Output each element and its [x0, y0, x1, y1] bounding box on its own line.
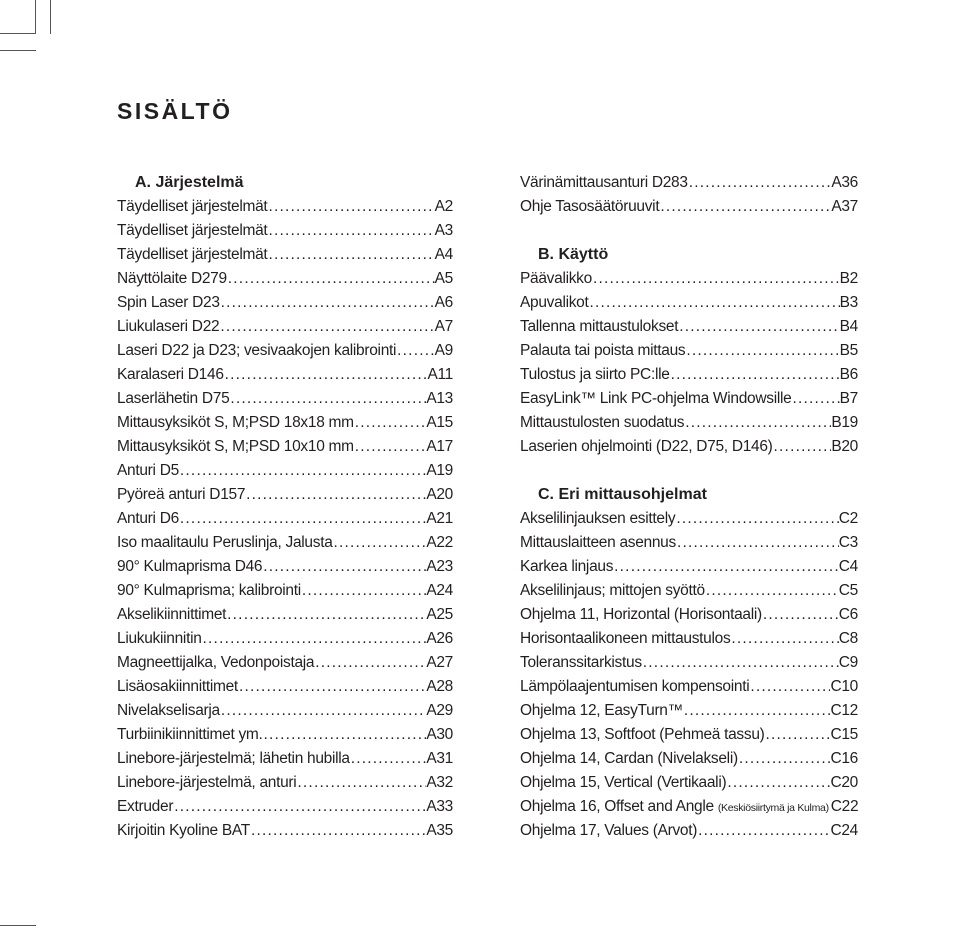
toc-entry — [117, 459, 453, 483]
toc-entry-page-number: A32 — [426, 774, 453, 791]
crop-mark-top-vertical-1 — [35, 0, 36, 34]
toc-entry-page-number: A36 — [831, 174, 858, 191]
toc-entry-list-c — [520, 507, 858, 843]
toc-entry-page-number: C8 — [838, 630, 858, 647]
toc-entry-page-number: C15 — [830, 726, 858, 743]
dot-leader — [726, 771, 830, 795]
toc-entry-label — [520, 579, 705, 603]
toc-entry-label — [117, 459, 179, 483]
toc-entry-label-text: Karalaseri D146 — [117, 366, 224, 383]
toc-entry-list-b — [520, 267, 858, 459]
toc-entry-label-text: Akselilinjauksen esittely — [520, 510, 676, 527]
toc-entry — [117, 603, 453, 627]
toc-entry-page-number: A21 — [426, 510, 453, 527]
toc-entry-label — [117, 315, 219, 339]
toc-entry-page-number: A31 — [426, 750, 453, 767]
dot-leader — [676, 531, 839, 555]
toc-entry-label-text: Lämpölaajentumisen kompensointi — [520, 678, 750, 695]
toc-entry-label — [520, 675, 749, 699]
toc-entry — [117, 579, 453, 603]
dot-leader — [267, 195, 434, 219]
toc-entry-page-number: C6 — [838, 606, 858, 623]
toc-entry-page-number: C3 — [838, 534, 858, 551]
toc-entry-label — [117, 555, 262, 579]
toc-entry — [117, 291, 453, 315]
dot-leader — [238, 675, 426, 699]
toc-entry-page-number: B4 — [839, 318, 858, 335]
toc-entry — [520, 675, 858, 699]
toc-entry-label-text: Näyttölaite D279 — [117, 270, 227, 287]
toc-entry-label-text: Palauta tai poista mittaus — [520, 342, 686, 359]
dot-leader — [227, 267, 435, 291]
toc-entry-label-text: Pyöreä anturi D157 — [117, 486, 246, 503]
toc-entry-label-text: 90° Kulmaprisma D46 — [117, 558, 263, 575]
toc-entry-label-text: Värinämittausanturi D283 — [520, 174, 688, 191]
toc-entry-page-number: A20 — [426, 486, 453, 503]
dot-leader — [659, 195, 831, 219]
toc-entry — [117, 411, 453, 435]
toc-entry — [520, 387, 858, 411]
toc-entry-label-text: Turbiinikiinnittimet ym. — [117, 726, 263, 743]
dot-leader — [592, 267, 840, 291]
toc-entry-label-text: Karkea linjaus — [520, 558, 614, 575]
toc-entry — [520, 771, 858, 795]
toc-entry-label-text: Iso maalitaulu Peruslinja, Jalusta — [117, 534, 333, 551]
dot-leader — [263, 723, 427, 747]
toc-entry-page-number: C4 — [838, 558, 858, 575]
toc-entry-label — [520, 507, 675, 531]
dot-leader — [262, 555, 426, 579]
section-gap — [520, 219, 858, 243]
toc-entry-label — [117, 675, 238, 699]
toc-entry-label-text: EasyLink™ Link PC-ohjelma Windowsille — [520, 390, 792, 407]
toc-entry — [520, 171, 858, 195]
toc-entry-page-number: A23 — [426, 558, 453, 575]
toc-entry — [520, 267, 858, 291]
dot-leader — [613, 555, 839, 579]
toc-entry-label — [117, 195, 267, 219]
toc-entry-label — [117, 267, 227, 291]
toc-entry — [117, 267, 453, 291]
toc-entry-label — [117, 699, 220, 723]
toc-entry-label-text: Mittausyksiköt S, M;PSD 10x10 mm — [117, 438, 354, 455]
toc-entry-page-number: B6 — [839, 366, 858, 383]
toc-entry — [520, 723, 858, 747]
toc-left-column — [117, 171, 453, 843]
toc-entry — [117, 219, 453, 243]
toc-entry-label — [117, 219, 267, 243]
toc-entry-label-text: Ohjelma 17, Values (Arvot) — [520, 822, 698, 839]
toc-entry-label — [117, 435, 354, 459]
dot-leader — [396, 339, 434, 363]
toc-entry-label — [117, 795, 173, 819]
toc-entry — [520, 291, 858, 315]
section-gap — [520, 459, 858, 483]
toc-entry-label — [520, 627, 730, 651]
crop-mark-top-horizontal — [0, 33, 36, 34]
dot-leader — [705, 579, 839, 603]
toc-entry — [520, 603, 858, 627]
toc-entry-label — [117, 387, 229, 411]
toc-entry-label-text: Täydelliset järjestelmät — [117, 222, 268, 239]
toc-entry-label — [117, 483, 245, 507]
dot-leader — [683, 699, 831, 723]
toc-entry-page-number: C10 — [830, 678, 858, 695]
toc-entry-page-number: A17 — [426, 438, 453, 455]
toc-entry-label — [117, 723, 263, 747]
dot-leader — [250, 819, 426, 843]
toc-entry-page-number: A9 — [434, 342, 453, 359]
toc-entry — [117, 747, 453, 771]
dot-leader — [226, 603, 426, 627]
toc-entry-page-number: A24 — [426, 582, 453, 599]
toc-entry-label — [520, 651, 642, 675]
toc-entry-label — [520, 435, 773, 459]
toc-entry-label-text: Horisontaalikoneen mittaustulos — [520, 630, 731, 647]
dot-leader — [688, 171, 832, 195]
toc-entry-label-text: Akselikiinnittimet — [117, 606, 227, 623]
toc-entry-label — [117, 339, 396, 363]
dot-leader — [730, 627, 838, 651]
toc-entry — [520, 315, 858, 339]
toc-entry — [117, 483, 453, 507]
toc-entry-label — [117, 363, 224, 387]
toc-entry-label-text: Ohjelma 12, EasyTurn™ — [520, 702, 683, 719]
toc-entry-page-number: A29 — [426, 702, 453, 719]
toc-entry-label — [520, 699, 683, 723]
toc-entry-page-number: A19 — [426, 462, 453, 479]
dot-leader — [697, 819, 830, 843]
toc-entry-page-number: A35 — [426, 822, 453, 839]
toc-entry — [520, 579, 858, 603]
toc-entry-label — [117, 771, 296, 795]
crop-mark-top-short — [0, 50, 36, 51]
toc-entry — [117, 627, 453, 651]
toc-entry-page-number: A28 — [426, 678, 453, 695]
dot-leader — [765, 723, 831, 747]
toc-entry-label-text: Tulostus ja siirto PC:lle — [520, 366, 670, 383]
toc-entry — [520, 435, 858, 459]
toc-entry — [520, 507, 858, 531]
dot-leader — [773, 435, 832, 459]
toc-entry-label — [117, 291, 220, 315]
dot-leader — [675, 507, 838, 531]
toc-entry-page-number: A25 — [426, 606, 453, 623]
toc-entry-page-number: A33 — [426, 798, 453, 815]
toc-entry-label-text: Laserien ohjelmointi (D22, D75, D146) — [520, 438, 773, 455]
dot-leader — [267, 219, 434, 243]
toc-entry-label — [117, 819, 250, 843]
toc-entry-page-number: C24 — [830, 822, 858, 839]
toc-entry-page-number: A7 — [434, 318, 453, 335]
toc-entry-label-note: (Keskiösiirtymä ja Kulma) — [717, 802, 829, 814]
toc-entry-label-text: Lisäosakiinnittimet — [117, 678, 238, 695]
toc-entry — [117, 507, 453, 531]
toc-entry-label-text: Päävalikko — [520, 270, 592, 287]
toc-entry-label — [117, 651, 314, 675]
dot-leader — [245, 483, 426, 507]
toc-entry-label — [520, 315, 678, 339]
toc-entry-label — [520, 363, 670, 387]
toc-entry-label — [117, 507, 179, 531]
toc-entry-page-number: A5 — [434, 270, 453, 287]
toc-entry-label — [520, 723, 765, 747]
toc-entry-label-text: Täydelliset järjestelmät — [117, 198, 268, 215]
toc-entry-label — [117, 243, 267, 267]
toc-entry-label-text: Ohjelma 14, Cardan (Nivelakseli) — [520, 750, 738, 767]
toc-entry-label — [117, 579, 301, 603]
toc-entry-label — [117, 411, 354, 435]
toc-entry — [117, 435, 453, 459]
dot-leader — [314, 651, 426, 675]
toc-entry — [520, 651, 858, 675]
toc-entry — [117, 363, 453, 387]
dot-leader — [267, 243, 434, 267]
toc-entry-label — [520, 555, 613, 579]
dot-leader — [220, 699, 426, 723]
dot-leader — [642, 651, 839, 675]
toc-entry-label — [520, 195, 659, 219]
toc-entry-page-number: B2 — [839, 270, 858, 287]
toc-entry-label-text: Liukukiinnitin — [117, 630, 202, 647]
toc-entry — [520, 627, 858, 651]
toc-entry-label-text: Anturi D5 — [117, 462, 179, 479]
dot-leader — [224, 363, 428, 387]
dot-leader — [220, 291, 435, 315]
toc-entry-page-number: B5 — [839, 342, 858, 359]
toc-entry — [520, 819, 858, 843]
toc-entry-page-number: B3 — [839, 294, 858, 311]
dot-leader — [179, 507, 426, 531]
dot-leader — [678, 315, 839, 339]
toc-entry-page-number: A15 — [426, 414, 453, 431]
dot-leader — [179, 459, 426, 483]
toc-entry — [117, 675, 453, 699]
toc-entry — [117, 315, 453, 339]
dot-leader — [296, 771, 426, 795]
toc-entry-label-text: 90° Kulmaprisma; kalibrointi — [117, 582, 301, 599]
toc-entry-label-text: Liukulaseri D22 — [117, 318, 220, 335]
page-title: SISÄLTÖ — [117, 98, 233, 124]
toc-entry-page-number: A13 — [426, 390, 453, 407]
crop-mark-bottom — [0, 925, 36, 926]
toc-entry-label-text: Mittausyksiköt S, M;PSD 18x18 mm — [117, 414, 354, 431]
toc-entry-label — [520, 267, 592, 291]
dot-leader — [333, 531, 427, 555]
toc-entry — [117, 795, 453, 819]
toc-entry-label-text: Anturi D6 — [117, 510, 179, 527]
toc-entry-label — [520, 603, 762, 627]
toc-entry-label-text: Tallenna mittaustulokset — [520, 318, 679, 335]
toc-entry-page-number: B7 — [839, 390, 858, 407]
toc-entry-label-text: Extruder — [117, 798, 174, 815]
toc-entry-label — [117, 747, 350, 771]
toc-entry — [520, 363, 858, 387]
dot-leader — [791, 387, 839, 411]
dot-leader — [684, 411, 831, 435]
toc-entry — [520, 339, 858, 363]
toc-entry-label — [117, 531, 333, 555]
toc-entry-label-text: Akselilinjaus; mittojen syöttö — [520, 582, 705, 599]
dot-leader — [589, 291, 840, 315]
toc-entry-label-text: Mittaustulosten suodatus — [520, 414, 685, 431]
toc-entry-label-text: Täydelliset järjestelmät — [117, 246, 268, 263]
toc-entry-label-text: Laserlähetin D75 — [117, 390, 230, 407]
toc-entry-page-number: A27 — [426, 654, 453, 671]
toc-entry-label — [520, 531, 676, 555]
toc-entry-page-number: C20 — [830, 774, 858, 791]
dot-leader — [670, 363, 840, 387]
toc-entry — [117, 771, 453, 795]
toc-entry-label — [520, 387, 791, 411]
toc-entry — [117, 555, 453, 579]
toc-entry-label — [520, 339, 685, 363]
toc-entry-label-text: Spin Laser D23 — [117, 294, 220, 311]
toc-entry-label — [520, 771, 726, 795]
toc-entry-page-number: A2 — [434, 198, 453, 215]
dot-leader — [202, 627, 427, 651]
toc-entry — [520, 195, 858, 219]
toc-entry-label — [520, 171, 688, 195]
toc-entry-page-number: C2 — [838, 510, 858, 527]
toc-entry-page-number: A26 — [426, 630, 453, 647]
toc-entry-page-number: C16 — [830, 750, 858, 767]
dot-leader — [301, 579, 426, 603]
dot-leader — [738, 747, 831, 771]
toc-entry-label-text: Ohjelma 15, Vertical (Vertikaali) — [520, 774, 727, 791]
toc-entry — [520, 411, 858, 435]
toc-entry-label-text: Mittauslaitteen asennus — [520, 534, 676, 551]
toc-entry-page-number: A22 — [426, 534, 453, 551]
toc-right-column — [520, 171, 858, 843]
toc-entry — [117, 195, 453, 219]
toc-entry-label-text: Linebore-järjestelmä, anturi — [117, 774, 297, 791]
toc-entry — [117, 243, 453, 267]
toc-entry-label — [520, 747, 738, 771]
toc-entry — [117, 699, 453, 723]
toc-entry-label-text: Ohjelma 11, Horizontal (Horisontaali) — [520, 606, 762, 623]
dot-leader — [350, 747, 427, 771]
toc-entry-page-number: B19 — [831, 414, 858, 431]
dot-leader — [354, 411, 427, 435]
dot-leader — [354, 435, 427, 459]
dot-leader — [762, 603, 839, 627]
toc-entry — [520, 699, 858, 723]
crop-mark-top-vertical-2 — [50, 0, 51, 34]
toc-entry-label-text: Toleranssitarkistus — [520, 654, 642, 671]
toc-entry-label — [520, 795, 829, 820]
toc-entry-page-number: A3 — [434, 222, 453, 239]
toc-entry-label-text: Ohjelma 16, Offset and Angle — [520, 798, 714, 815]
toc-entry-page-number: A37 — [831, 198, 858, 215]
toc-entry-page-number: A30 — [426, 726, 453, 743]
toc-entry-page-number: B20 — [831, 438, 858, 455]
toc-entry — [520, 531, 858, 555]
toc-entry — [520, 795, 858, 819]
toc-entry-label — [117, 627, 202, 651]
toc-entry — [117, 531, 453, 555]
toc-entry-list-a — [117, 195, 453, 843]
dot-leader — [229, 387, 426, 411]
toc-entry — [117, 819, 453, 843]
section-heading-c: C. Eri mittausohjelmat — [538, 486, 707, 503]
toc-entry — [520, 747, 858, 771]
dot-leader — [685, 339, 839, 363]
toc-entry-label-text: Apuvalikot — [520, 294, 589, 311]
toc-entry — [117, 651, 453, 675]
toc-entry-label — [117, 603, 226, 627]
toc-entry-page-number: C12 — [830, 702, 858, 719]
toc-entry-label-text: Kirjoitin Kyoline BAT — [117, 822, 250, 839]
toc-entry-page-number: C22 — [830, 798, 859, 815]
dot-leader — [173, 795, 426, 819]
toc-entry-page-number: A6 — [434, 294, 453, 311]
dot-leader — [219, 315, 434, 339]
toc-entry-label — [520, 411, 684, 435]
toc-entry-page-number: A4 — [434, 246, 453, 263]
toc-entry-page-number: A11 — [427, 366, 453, 383]
toc-entry-label-text: Linebore-järjestelmä; lähetin hubilla — [117, 750, 350, 767]
toc-entry-label-text: Laseri D22 ja D23; vesivaakojen kalibrointi — [117, 342, 397, 359]
toc-entry — [117, 387, 453, 411]
toc-entry-label-text: Magneettijalka, Vedonpoistaja — [117, 654, 315, 671]
section-heading-a: A. Järjestelmä — [135, 174, 244, 191]
dot-leader — [749, 675, 830, 699]
section-heading-b: B. Käyttö — [538, 246, 609, 263]
toc-entry-label — [520, 291, 589, 315]
toc-entry — [520, 555, 858, 579]
toc-entry-label-text: Nivelakselisarja — [117, 702, 220, 719]
toc-entry-page-number: C9 — [838, 654, 858, 671]
toc-entry-label-text: Ohje Tasosäätöruuvit — [520, 198, 660, 215]
toc-entry — [117, 723, 453, 747]
toc-entry-list-a-continued — [520, 171, 858, 219]
toc-entry-label-text: Ohjelma 13, Softfoot (Pehmeä tassu) — [520, 726, 765, 743]
toc-entry-label — [520, 819, 697, 843]
toc-entry-page-number: C5 — [838, 582, 858, 599]
toc-entry — [117, 339, 453, 363]
